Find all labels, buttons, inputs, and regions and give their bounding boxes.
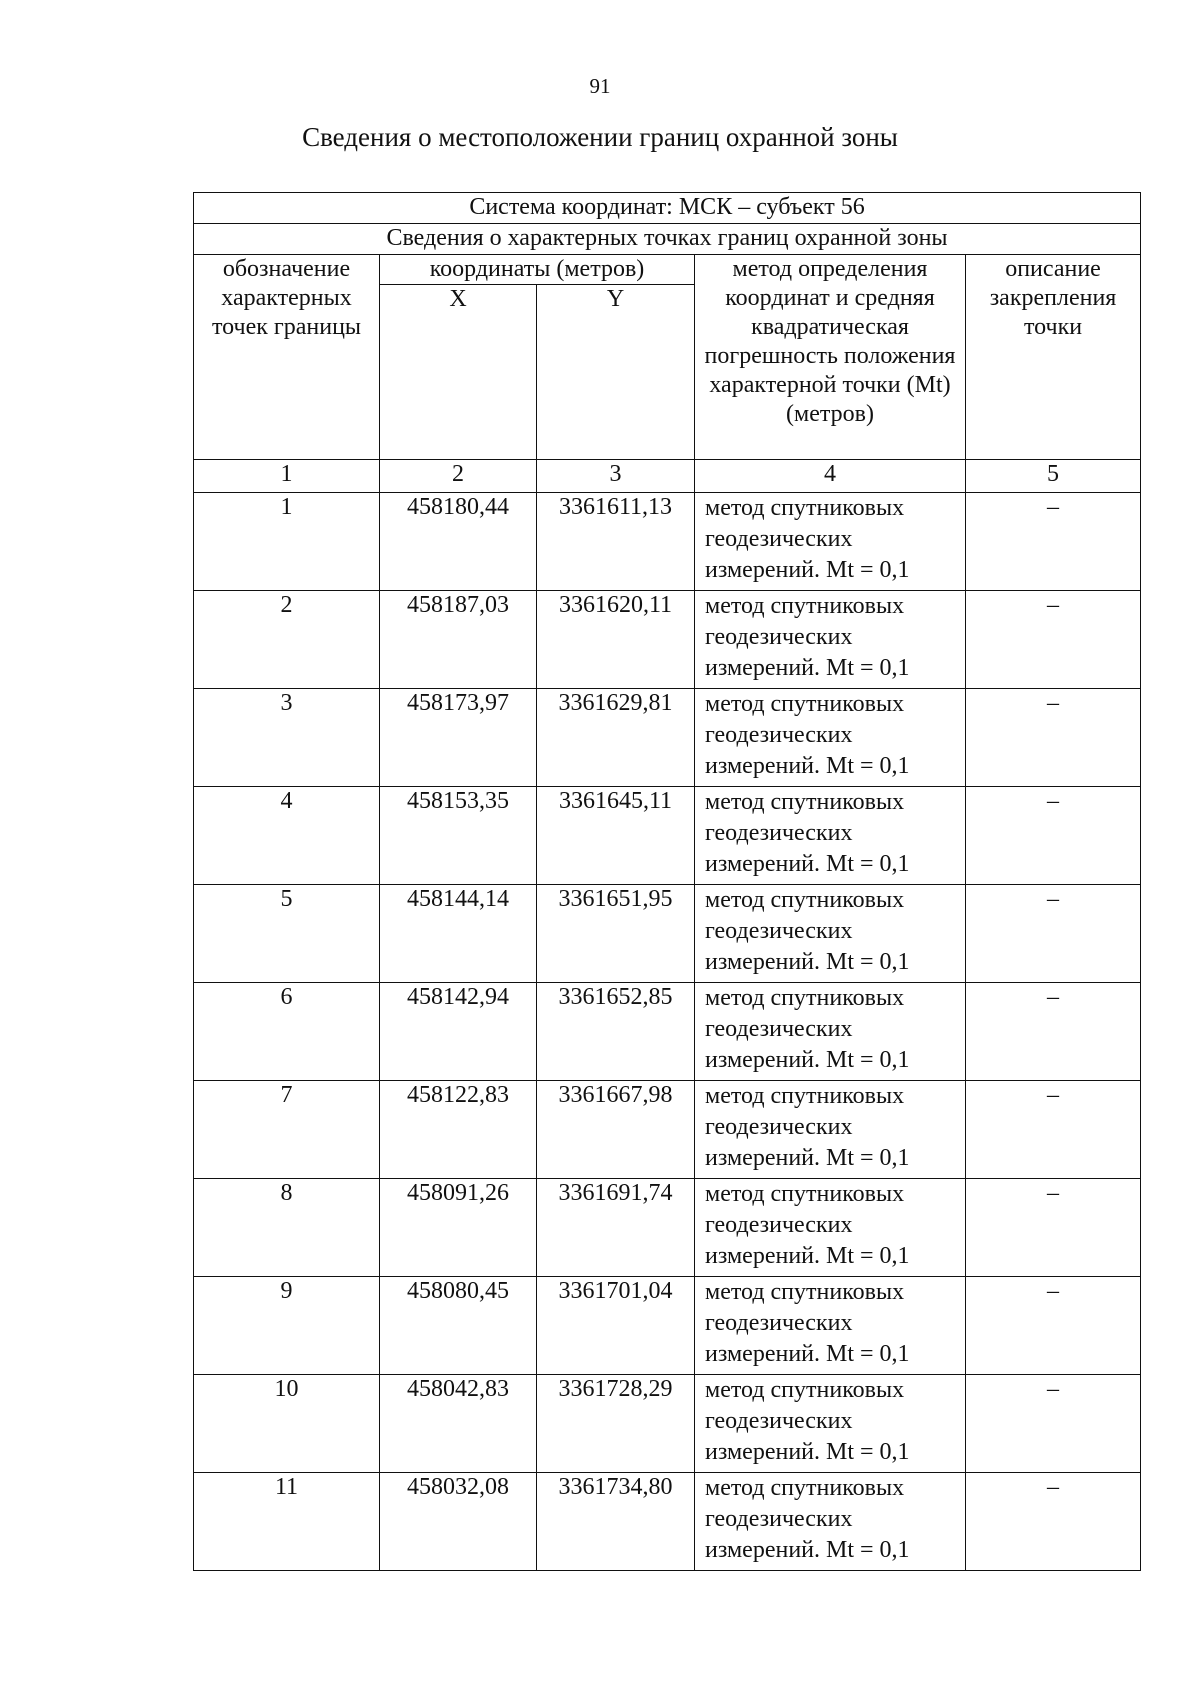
header-y: Y: [537, 285, 695, 460]
method-cell: метод спутниковых геодезических измерений. Mt = 0,1: [695, 885, 966, 983]
coord-system-row: [194, 193, 1141, 224]
x-coordinate-cell: 458173,97: [380, 689, 537, 787]
point-cell: 8: [194, 1179, 380, 1277]
y-coordinate-cell: 3361620,11: [537, 591, 695, 689]
table-row: [194, 591, 1141, 689]
x-coordinate-cell: 458122,83: [380, 1081, 537, 1179]
table-row: [194, 1081, 1141, 1179]
method-cell: метод спутниковых геодезических измерений. Mt = 0,1: [695, 1473, 966, 1571]
point-cell: 2: [194, 591, 380, 689]
point-cell: 7: [194, 1081, 380, 1179]
point-cell: 10: [194, 1375, 380, 1473]
description-cell: –: [966, 1179, 1141, 1277]
table-row: [194, 787, 1141, 885]
header-coordinates: координаты (метров): [380, 255, 695, 285]
method-cell: метод спутниковых геодезических измерений. Mt = 0,1: [695, 787, 966, 885]
header-row: [194, 255, 1141, 285]
y-coordinate-cell: 3361734,80: [537, 1473, 695, 1571]
y-coordinate-cell: 3361691,74: [537, 1179, 695, 1277]
y-coordinate-cell: 3361651,95: [537, 885, 695, 983]
method-cell: метод спутниковых геодезических измерений. Mt = 0,1: [695, 983, 966, 1081]
point-cell: 1: [194, 493, 380, 591]
description-cell: –: [966, 885, 1141, 983]
point-cell: 4: [194, 787, 380, 885]
description-cell: –: [966, 1473, 1141, 1571]
point-cell: 5: [194, 885, 380, 983]
document-title: Сведения о местоположении границ охранной зоны: [302, 122, 898, 152]
x-coordinate-cell: 458153,35: [380, 787, 537, 885]
description-cell: –: [966, 689, 1141, 787]
x-coordinate-cell: 458144,14: [380, 885, 537, 983]
y-coordinate-cell: 3361652,85: [537, 983, 695, 1081]
point-cell: 11: [194, 1473, 380, 1571]
y-coordinate-cell: 3361667,98: [537, 1081, 695, 1179]
method-cell: метод спутниковых геодезических измерений. Mt = 0,1: [695, 1179, 966, 1277]
table-row: [194, 1375, 1141, 1473]
column-number: 2: [380, 460, 537, 493]
description-cell: –: [966, 1375, 1141, 1473]
table-row: [194, 1277, 1141, 1375]
table-row: [194, 983, 1141, 1081]
header-description: описание закрепления точки: [966, 255, 1141, 460]
method-cell: метод спутниковых геодезических измерений. Mt = 0,1: [695, 493, 966, 591]
description-cell: –: [966, 493, 1141, 591]
y-coordinate-cell: 3361645,11: [537, 787, 695, 885]
method-cell: метод спутниковых геодезических измерений. Mt = 0,1: [695, 1277, 966, 1375]
method-cell: метод спутниковых геодезических измерений. Mt = 0,1: [695, 591, 966, 689]
y-coordinate-cell: 3361629,81: [537, 689, 695, 787]
column-number: 1: [194, 460, 380, 493]
method-cell: метод спутниковых геодезических измерений. Mt = 0,1: [695, 1081, 966, 1179]
column-numbers-row: [194, 460, 1141, 493]
header-x: X: [380, 285, 537, 460]
point-cell: 3: [194, 689, 380, 787]
description-cell: –: [966, 1081, 1141, 1179]
table-row: [194, 493, 1141, 591]
description-cell: –: [966, 983, 1141, 1081]
y-coordinate-cell: 3361611,13: [537, 493, 695, 591]
description-cell: –: [966, 1277, 1141, 1375]
description-cell: –: [966, 787, 1141, 885]
column-number: 4: [695, 460, 966, 493]
boundary-points-table: [193, 192, 1141, 1571]
column-number: 5: [966, 460, 1141, 493]
x-coordinate-cell: 458080,45: [380, 1277, 537, 1375]
x-coordinate-cell: 458142,94: [380, 983, 537, 1081]
page-number: 91: [589, 74, 611, 98]
coord-system-cell: Система координат: МСК – субъект 56: [194, 193, 1141, 224]
table-row: [194, 1473, 1141, 1571]
x-coordinate-cell: 458032,08: [380, 1473, 537, 1571]
x-coordinate-cell: 458180,44: [380, 493, 537, 591]
section-title-cell: Сведения о характерных точках границ охранной зоны: [194, 224, 1141, 255]
y-coordinate-cell: 3361728,29: [537, 1375, 695, 1473]
method-cell: метод спутниковых геодезических измерений. Mt = 0,1: [695, 689, 966, 787]
header-method: метод определения координат и средняя квадратическая погрешность положения характерной точки (Mt) (метров): [695, 255, 966, 460]
table-row: [194, 885, 1141, 983]
x-coordinate-cell: 458187,03: [380, 591, 537, 689]
point-cell: 9: [194, 1277, 380, 1375]
y-coordinate-cell: 3361701,04: [537, 1277, 695, 1375]
section-title-row: [194, 224, 1141, 255]
header-point-designation: обозначение характерных точек границы: [194, 255, 380, 460]
table-row: [194, 689, 1141, 787]
column-number: 3: [537, 460, 695, 493]
x-coordinate-cell: 458042,83: [380, 1375, 537, 1473]
table-row: [194, 1179, 1141, 1277]
x-coordinate-cell: 458091,26: [380, 1179, 537, 1277]
description-cell: –: [966, 591, 1141, 689]
method-cell: метод спутниковых геодезических измерений. Mt = 0,1: [695, 1375, 966, 1473]
point-cell: 6: [194, 983, 380, 1081]
